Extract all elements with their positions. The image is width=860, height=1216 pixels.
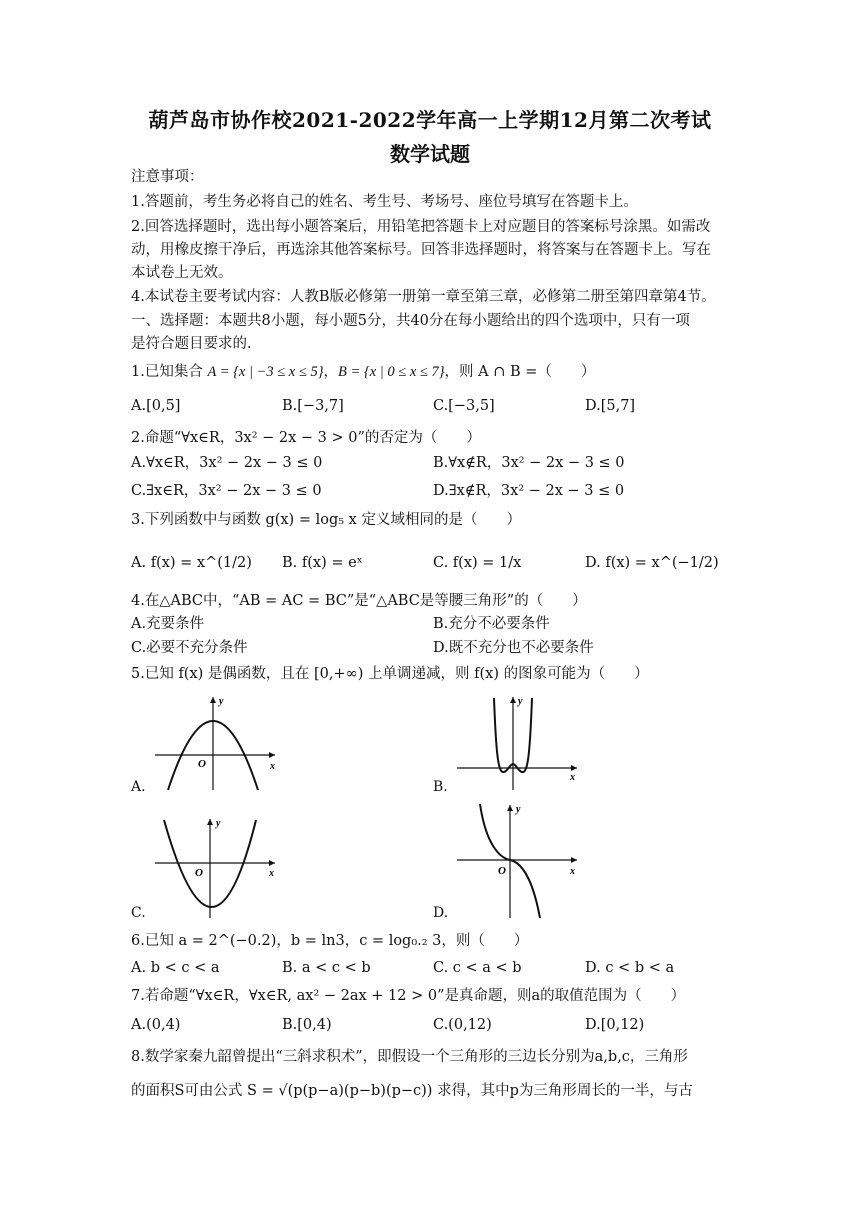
q3-option-a: A. f(x) = x^(1/2) [131,555,252,571]
q4-option-c: C.必要不充分条件 [131,640,248,656]
note-2-end: 本试卷上无效。 [131,265,233,281]
question-8-line-2: 的面积S可由公式 S = √(p(p−a)(p−b)(p−c)) 求得，其中p为三角形周长的一半，与古 [131,1083,693,1099]
q2-option-b: B.∀x∉R，3x² − 2x − 3 ≤ 0 [433,455,625,471]
question-6-stem: 6.已知 a = 2^(−0.2)，b = ln3，c = log₀.₂ 3，则（ ） [131,933,529,949]
section-heading-cont: 是符合题目要求的. [131,336,252,352]
q7-option-a: A.(0,4) [131,1017,181,1033]
graph-b-y-label: y [518,696,523,707]
q6-option-d: D. c < b < a [585,960,675,976]
q3-option-d: D. f(x) = x^(−1/2) [585,555,719,571]
question-3-stem: 3.下列函数中与函数 g(x) = log₅ x 定义域相同的是（ ） [131,512,521,528]
question-8-line-1: 8.数学家秦九韶曾提出“三斜求积术”，即假设一个三角形的三边长分别为a,b,c，三角形 [131,1049,688,1065]
graph-b-label: B. [433,779,448,795]
q7-option-c: C.(0,12) [433,1017,492,1033]
graph-b-x-label: x [570,772,575,783]
graph-c-x-label: x [269,868,274,879]
question-4-stem: 4.在△ABC中，“AB = AC = BC”是“△ABC是等腰三角形”的（ ） [131,593,587,609]
q6-option-c: C. c < a < b [433,960,522,976]
q6-option-a: A. b < c < a [131,960,220,976]
q4-option-b: B.充分不必要条件 [433,616,550,632]
graph-c [150,814,280,919]
graph-a-origin: O [198,758,206,770]
graph-d-origin: O [498,865,506,877]
page-subtitle: 数学试题 [390,142,470,166]
q4-option-d: D.既不充分也不必要条件 [433,640,594,656]
q6-option-b: B. a < c < b [282,960,371,976]
question-5-stem: 5.已知 f(x) 是偶函数，且在 [0,+∞) 上单调递减，则 f(x) 的图象可能为（ ） [131,666,649,682]
q1-option-a: A.[0,5] [131,398,181,414]
q7-option-b: B.[0,4) [282,1017,332,1033]
graph-a [150,692,280,792]
q2-option-d: D.∃x∉R，3x² − 2x − 3 ≤ 0 [433,483,625,499]
graph-d-label: D. [433,905,449,921]
note-1: 1.答题前，考生务必将自己的姓名、考生号、考场号、座位号填写在答题卡上。 [131,194,638,210]
graph-c-label: C. [131,905,146,921]
q2-option-a: A.∀x∈R，3x² − 2x − 3 ≤ 0 [131,455,323,471]
q7-option-d: D.[0,12) [585,1017,645,1033]
question-1-stem: 1.已知集合 A = {x | −3 ≤ x ≤ 5}，B = {x | 0 ≤ x ≤ 7}，则 A ∩ B =（ ） [131,364,596,380]
note-2: 2.回答选择题时，选出每小题答案后，用铅笔把答题卡上对应题目的答案标号涂黑。如需改 [131,219,711,235]
question-2-stem: 2.命题“∀x∈R，3x² − 2x − 3 > 0”的否定为（ ） [131,430,481,446]
note-4: 4.本试卷主要考试内容：人教B版必修第一册第一章至第三章，必修第二册至第四章第4节。 [131,289,716,305]
note-2-cont: 动，用橡皮擦干净后，再选涂其他答案标号。回答非选择题时，将答案与在答题卡上。写在 [131,242,711,258]
question-7-stem: 7.若命题“∀x∈R，∀x∈R, ax² − 2ax + 12 > 0”是真命题，则a的取值范围为（ ） [131,988,686,1004]
q1-option-c: C.[−3,5] [433,398,495,414]
q3-option-c: C. f(x) = 1/x [433,555,522,571]
q4-option-a: A.充要条件 [131,616,205,632]
page-title: 葫芦岛市协作校2021-2022学年高一上学期12月第二次考试 [148,108,712,132]
q1-option-d: D.[5,7] [585,398,636,414]
graph-c-y-label: y [216,818,221,829]
graph-d-x-label: x [570,866,575,877]
q2-option-c: C.∃x∈R，3x² − 2x − 3 ≤ 0 [131,483,322,499]
graph-d-y-label: y [516,804,521,815]
graph-c-origin: O [195,867,203,879]
graph-a-label: A. [131,779,146,795]
q1-option-b: B.[−3,7] [282,398,344,414]
q3-option-b: B. f(x) = eˣ [282,555,363,571]
graph-b [452,692,582,792]
graph-d [452,800,582,920]
graph-a-x-label: x [270,761,275,772]
graph-a-y-label: y [219,696,224,707]
notice-header: 注意事项： [131,169,204,185]
section-heading: 一、选择题：本题共8小题，每小题5分，共40分在每小题给出的四个选项中，只有一项 [131,313,690,329]
